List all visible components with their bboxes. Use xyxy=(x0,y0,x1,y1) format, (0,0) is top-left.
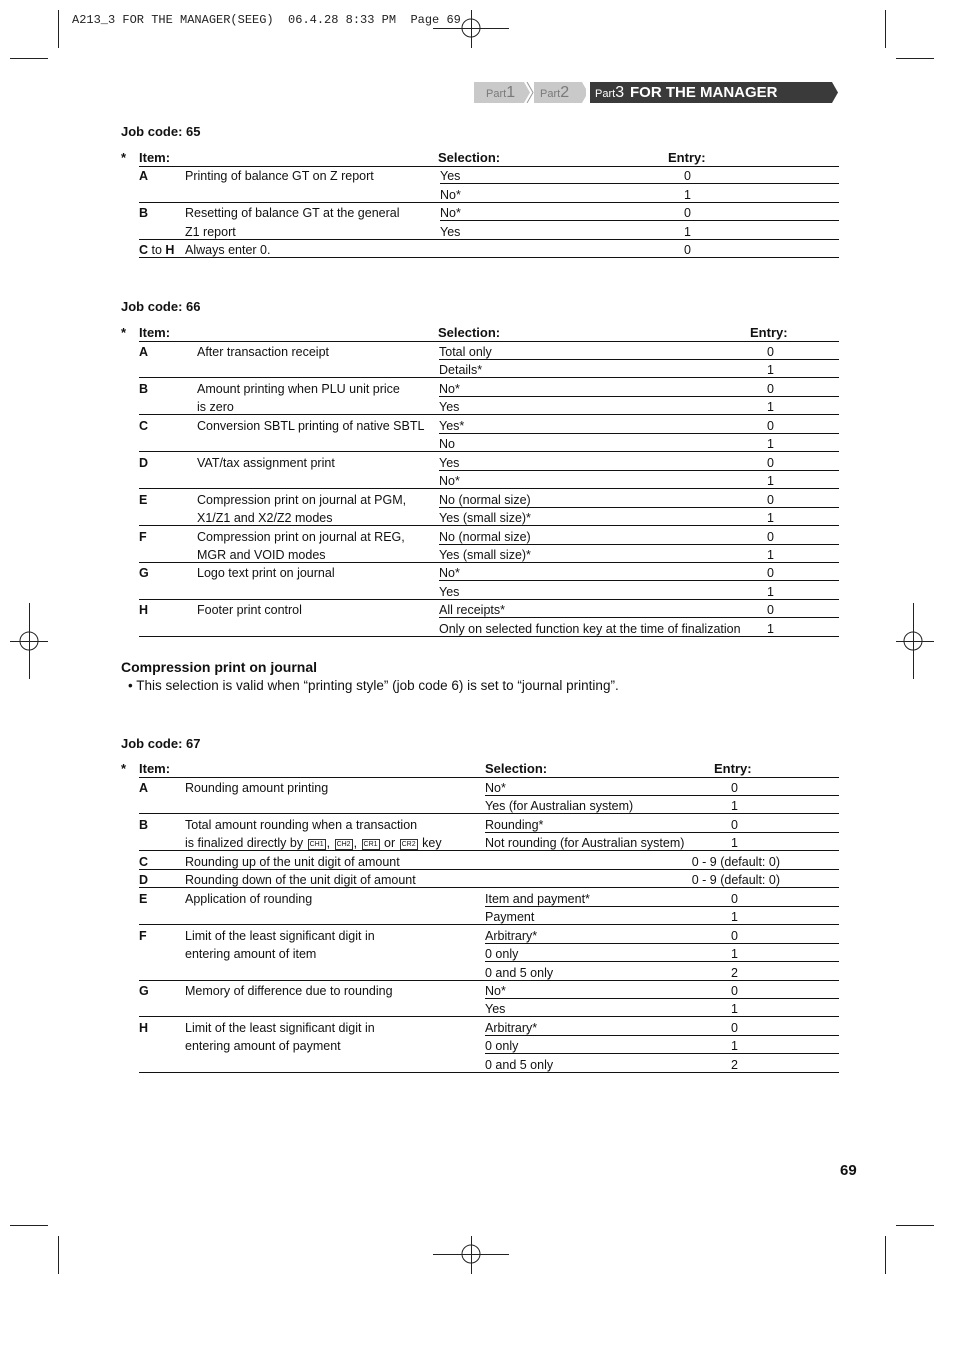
row-key-letter: D xyxy=(139,873,149,888)
row-entry: 1 xyxy=(767,547,774,562)
row-description: Rounding amount printing xyxy=(185,781,329,795)
row-entry: 1 xyxy=(767,511,774,526)
row-entry: 1 xyxy=(767,363,774,378)
row-selection: No* xyxy=(485,983,506,998)
row-selection: Total only xyxy=(439,345,492,359)
row-entry: 1 xyxy=(731,836,738,851)
row-rule xyxy=(139,562,839,563)
row-description: Compression print on journal at REG, xyxy=(197,529,405,544)
row-description: Amount printing when PLU unit price xyxy=(197,381,400,396)
tab-part3-active[interactable]: Part3 FOR THE MANAGER xyxy=(590,82,830,103)
row-key xyxy=(139,419,148,433)
row-selection: Yes xyxy=(439,455,460,470)
row-description: Rounding up of the unit digit of amount xyxy=(185,854,400,869)
row-key-letter: C xyxy=(139,854,149,869)
job-66-title: Job code: 66 xyxy=(121,299,201,314)
row-key-letter: A xyxy=(139,169,149,183)
row-rule xyxy=(139,257,839,258)
row-key-letter: H xyxy=(139,603,149,618)
row-selection: Yes (small size)* xyxy=(439,511,531,526)
row-entry: 1 xyxy=(767,474,774,489)
row-rule xyxy=(439,396,839,397)
row-entry: 1 xyxy=(767,584,774,599)
row-rule xyxy=(139,239,839,240)
row-key-letter: G xyxy=(139,566,149,581)
row-selection: 0 only xyxy=(485,947,519,962)
row-entry: 0 - 9 (default: 0) xyxy=(691,854,780,869)
row-selection: 0 and 5 only xyxy=(485,1057,554,1072)
tab-part1[interactable]: Part1 xyxy=(474,82,530,103)
col-selection: Selection: xyxy=(485,761,548,776)
row-entry: 0 xyxy=(731,781,738,795)
row-entry: 0 xyxy=(767,603,774,618)
row-selection: No* xyxy=(439,381,460,396)
row-description: Total amount rounding when a transaction xyxy=(185,817,418,832)
job-65-title: Job code: 65 xyxy=(121,124,201,139)
row-selection: All receipts* xyxy=(439,603,505,618)
col-star: * xyxy=(121,761,127,776)
row-key xyxy=(139,1021,148,1035)
col-item: Item: xyxy=(139,325,171,340)
row-description: VAT/tax assignment print xyxy=(197,455,335,470)
row-key xyxy=(139,781,148,795)
row-selection: Not rounding (for Australian system) xyxy=(485,836,685,851)
row-key-letter: B xyxy=(139,206,149,220)
row-entry: 0 xyxy=(767,418,774,433)
row-description: Resetting of balance GT at the general xyxy=(185,206,400,220)
row-rule xyxy=(139,525,839,526)
row-rule xyxy=(139,887,839,888)
row-entry: 0 - 9 (default: 0) xyxy=(691,873,780,888)
row-entry: 1 xyxy=(767,437,774,452)
row-description: After transaction receipt xyxy=(197,345,330,359)
inline-text: key xyxy=(418,836,442,851)
row-rule xyxy=(139,850,839,851)
row-rule xyxy=(439,470,839,471)
row-rule xyxy=(139,599,839,600)
row-entry: 1 xyxy=(767,400,774,415)
ch1-key-icon: CH1 xyxy=(309,840,324,848)
row-rule xyxy=(139,1016,839,1017)
row-entry: 0 xyxy=(767,381,774,396)
col-entry: Entry: xyxy=(714,761,752,776)
row-description: Compression print on journal at PGM, xyxy=(197,492,407,507)
row-description: entering amount of payment xyxy=(185,1039,341,1054)
row-key xyxy=(139,456,148,470)
row-entry: 0 xyxy=(684,206,691,220)
cr2-key-icon: CR2 xyxy=(401,840,416,848)
row-selection: Only on selected function key at the time of finalization xyxy=(439,621,741,636)
inline-text xyxy=(330,836,333,850)
row-entry: 1 xyxy=(684,187,691,202)
row-entry: 0 xyxy=(684,243,691,257)
row-entry: 0 xyxy=(731,1020,738,1035)
row-key-letter: H xyxy=(165,243,175,257)
row-description: Rounding down of the unit digit of amount xyxy=(185,873,416,888)
page-number: 69 xyxy=(840,1162,857,1179)
row-rule xyxy=(139,924,839,925)
row-entry: 0 xyxy=(767,345,774,359)
row-entry: 1 xyxy=(731,947,738,962)
row-entry: 1 xyxy=(731,910,738,925)
row-entry: 1 xyxy=(731,1039,738,1054)
row-key-letter: E xyxy=(139,492,148,507)
row-rule xyxy=(139,414,839,415)
row-key xyxy=(139,603,148,617)
row-entry: 0 xyxy=(731,983,738,998)
col-star: * xyxy=(121,325,127,340)
row-entry: 1 xyxy=(767,621,774,636)
row-rule xyxy=(485,998,839,999)
row-entry: 1 xyxy=(731,1002,738,1017)
row-key xyxy=(139,984,149,998)
row-rule xyxy=(139,1072,839,1073)
row-rule xyxy=(439,617,839,618)
row-description-text: is finalized directly by xyxy=(185,836,307,851)
row-key-letter: F xyxy=(139,529,147,544)
ch2-key-icon: CH2 xyxy=(336,840,351,848)
section-title: FOR THE MANAGER xyxy=(630,84,778,101)
row-key-letter: D xyxy=(139,455,149,470)
row-rule xyxy=(440,183,839,184)
row-selection: Yes xyxy=(440,169,461,183)
row-key-letter: A xyxy=(139,345,149,359)
col-selection: Selection: xyxy=(438,150,501,165)
row-selection: No (normal size) xyxy=(439,529,531,544)
row-selection: 0 only xyxy=(485,1039,519,1054)
col-entry: Entry: xyxy=(668,150,706,165)
row-entry: 0 xyxy=(767,455,774,470)
row-selection: Details* xyxy=(439,363,483,378)
job-67-title: Job code: 67 xyxy=(121,736,201,751)
row-rule xyxy=(139,202,839,203)
row-rule xyxy=(439,544,839,545)
col-star: * xyxy=(121,150,127,165)
row-description: Conversion SBTL printing of native SBTL xyxy=(197,418,425,433)
row-description xyxy=(185,836,442,850)
tab-arrow-icon xyxy=(828,82,838,103)
row-key-letter: B xyxy=(139,381,149,396)
inline-text: or xyxy=(380,836,399,851)
inline-text: , xyxy=(353,836,358,851)
cr1-key-icon: CR1 xyxy=(363,840,378,848)
row-selection: No* xyxy=(439,566,460,581)
compression-title: Compression print on journal xyxy=(121,659,318,675)
row-entry: 2 xyxy=(731,1057,738,1072)
col-item: Item: xyxy=(139,150,171,165)
row-rule xyxy=(485,832,839,833)
row-key xyxy=(139,855,148,869)
row-entry: 0 xyxy=(731,928,738,943)
row-entry: 0 xyxy=(767,492,774,507)
print-slug: A213_3 FOR THE MANAGER(SEEG) 06.4.28 8:33 PM Page 69 xyxy=(72,13,461,27)
row-description: MGR and VOID modes xyxy=(197,547,326,562)
row-selection: Arbitrary* xyxy=(485,1020,538,1035)
row-rule xyxy=(439,507,839,508)
row-key xyxy=(139,345,148,359)
row-rule xyxy=(485,943,839,944)
row-description: X1/Z1 and X2/Z2 modes xyxy=(197,511,333,526)
row-rule xyxy=(439,580,839,581)
row-selection: Yes (for Australian system) xyxy=(485,799,634,814)
row-rule xyxy=(139,636,839,637)
row-description: Limit of the least significant digit in xyxy=(185,1020,375,1035)
row-key xyxy=(139,530,147,544)
row-key xyxy=(139,892,147,906)
row-description: Memory of difference due to rounding xyxy=(185,983,393,998)
row-entry: 0 xyxy=(731,891,738,906)
row-rule xyxy=(439,359,839,360)
row-selection: Yes xyxy=(439,584,460,599)
row-selection: Yes xyxy=(485,1002,506,1017)
row-key xyxy=(139,566,149,580)
compression-note: • This selection is valid when “printing style” (job code 6) is set to “journal printing”. xyxy=(128,678,619,693)
row-selection: No xyxy=(439,437,455,452)
row-key-letter: F xyxy=(139,928,147,943)
row-selection: Item and payment* xyxy=(485,891,590,906)
row-selection: Arbitrary* xyxy=(485,928,538,943)
row-key xyxy=(139,243,174,257)
row-selection: Rounding* xyxy=(485,817,544,832)
row-description: Application of rounding xyxy=(185,891,313,906)
row-description: entering amount of item xyxy=(185,947,317,962)
tab-part2[interactable]: Part2 xyxy=(534,82,586,103)
row-key xyxy=(139,382,148,396)
row-selection: No* xyxy=(440,187,461,202)
row-key-letter: B xyxy=(139,817,149,832)
row-entry: 0 xyxy=(767,529,774,544)
row-description: Z1 report xyxy=(185,224,236,239)
row-rule xyxy=(139,980,839,981)
row-rule xyxy=(139,451,839,452)
row-description: Printing of balance GT on Z report xyxy=(185,169,374,183)
col-item: Item: xyxy=(139,761,171,776)
row-entry: 0 xyxy=(684,169,691,183)
row-key-letter: H xyxy=(139,1020,149,1035)
row-selection: Yes* xyxy=(439,418,465,433)
row-selection: No* xyxy=(439,474,460,489)
part-navigation xyxy=(474,82,838,103)
row-rule xyxy=(139,488,839,489)
row-entry: 0 xyxy=(767,566,774,581)
row-description: Logo text print on journal xyxy=(197,566,335,581)
row-rule xyxy=(139,869,839,870)
row-entry: 1 xyxy=(731,799,738,814)
inline-text xyxy=(357,836,360,850)
row-selection: Yes xyxy=(440,224,461,239)
row-key xyxy=(139,493,147,507)
row-description: is zero xyxy=(197,400,234,415)
row-description: Footer print control xyxy=(197,603,302,618)
row-key-letter: A xyxy=(139,781,149,795)
row-key-letter: C xyxy=(139,418,149,433)
inline-text: , xyxy=(326,836,331,851)
col-selection: Selection: xyxy=(438,325,501,340)
row-selection: Yes xyxy=(439,400,460,415)
row-selection: Payment xyxy=(485,910,535,925)
row-key xyxy=(139,873,148,887)
row-key xyxy=(139,818,148,832)
row-entry: 2 xyxy=(731,965,738,980)
row-rule xyxy=(439,433,839,434)
row-rule xyxy=(139,813,839,814)
row-key-letter: G xyxy=(139,983,149,998)
row-key-range: to xyxy=(148,243,166,257)
row-description: Limit of the least significant digit in xyxy=(185,928,375,943)
row-rule xyxy=(485,1053,839,1054)
row-selection: No (normal size) xyxy=(439,492,531,507)
row-rule xyxy=(485,1035,839,1036)
row-selection: Yes (small size)* xyxy=(439,547,531,562)
col-entry: Entry: xyxy=(750,325,788,340)
row-rule xyxy=(139,377,839,378)
row-selection: No* xyxy=(440,206,461,220)
row-rule xyxy=(485,906,839,907)
row-key xyxy=(139,206,148,220)
row-entry: 0 xyxy=(731,817,738,832)
row-key xyxy=(139,929,147,943)
row-rule xyxy=(485,961,839,962)
row-key-letter: E xyxy=(139,891,148,906)
row-rule xyxy=(440,220,839,221)
row-key xyxy=(139,169,148,183)
row-entry: 1 xyxy=(684,224,691,239)
row-rule xyxy=(485,795,839,796)
row-key-letter: C xyxy=(139,243,149,257)
row-description: Always enter 0. xyxy=(185,243,271,257)
row-selection: No* xyxy=(485,781,506,795)
row-selection: 0 and 5 only xyxy=(485,965,554,980)
